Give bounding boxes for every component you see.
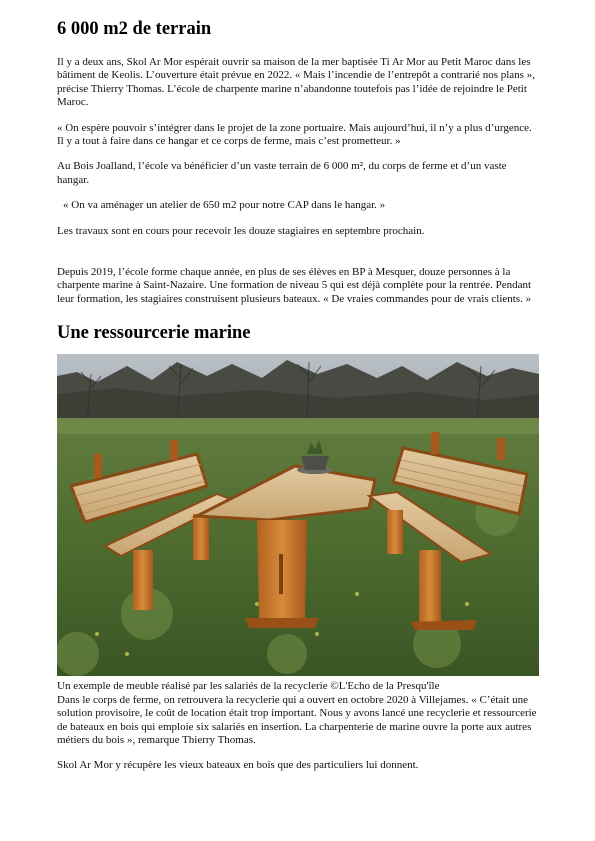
- article-photo: [57, 354, 539, 676]
- paragraph-intro: Il y a deux ans, Skol Ar Mor espérait ouvrir sa maison de la mer baptisée Ti Ar Mor au Petit Maroc dans les bâtiment de Keolis. L’ouverture était prévue en 2022. « Mais l’incendie de l’entrepôt a contrarié nos plans », précise Thierry Thomas. L’école de charpente marine n’abandonne toutefois pas l’idée de rejoindre le Petit Maroc.: [57, 56, 535, 109]
- paragraph-bois-joalland: Au Bois Joalland, l’école va bénéficier d’un vaste terrain de 6 000 m², du corps de ferme et d’un vaste hangar.: [57, 160, 507, 186]
- article: [57, 18, 539, 785]
- paragraph-quote-zone-portuaire: « On espère pouvoir s’intégrer dans le projet de la zone portuaire. Mais aujourd’hui, il n’y a plus d’urgence. Il y a tout à faire dans ce hangar et ce corps de ferme, mais c’est prometteur. »: [57, 121, 532, 148]
- paragraph-recyclerie: Dans le corps de ferme, on retrouvera la recyclerie qui a ouvert en octobre 2020 à Villejames. « C’était une solution provisoire, le coût de location était trop important. Nous y avons lancé une recyclerie et ressourcerie de bateaux en bois qui emploie six salariés en insertion. La charpenterie de marine ouvre la porte aux autres métiers du bois », remarque Thierry Thomas.: [57, 693, 537, 746]
- paragraph-quote-atelier: « On va aménager un atelier de 650 m2 pour notre CAP dans le hangar. »: [63, 199, 386, 212]
- section-heading-terrain: 6 000 m2 de terrain: [57, 19, 212, 39]
- section-heading-ressourcerie: Une ressourcerie marine: [57, 323, 251, 344]
- paragraph-travaux: Les travaux sont en cours pour recevoir les douze stagiaires en septembre prochain.: [57, 224, 425, 237]
- photo-caption: Un exemple de meuble réalisé par les salariés de la recyclerie ©L'Echo de la Presqu'île: [57, 680, 440, 693]
- paragraph-vieux-bateaux: Skol Ar Mor y récupère les vieux bateaux en bois que des particuliers lui donnent.: [57, 759, 419, 772]
- paragraph-formation: Depuis 2019, l’école forme chaque année, en plus de ses élèves en BP à Mesquer, douze personnes à la charpente marine à Saint-Nazaire. Une formation de niveau 5 qui est déjà complète pour la rentrée. Pendant leur formation, les stagiaires construisent plusieurs bateaux. « De vraies commandes pour de vrais clients. »: [57, 266, 532, 305]
